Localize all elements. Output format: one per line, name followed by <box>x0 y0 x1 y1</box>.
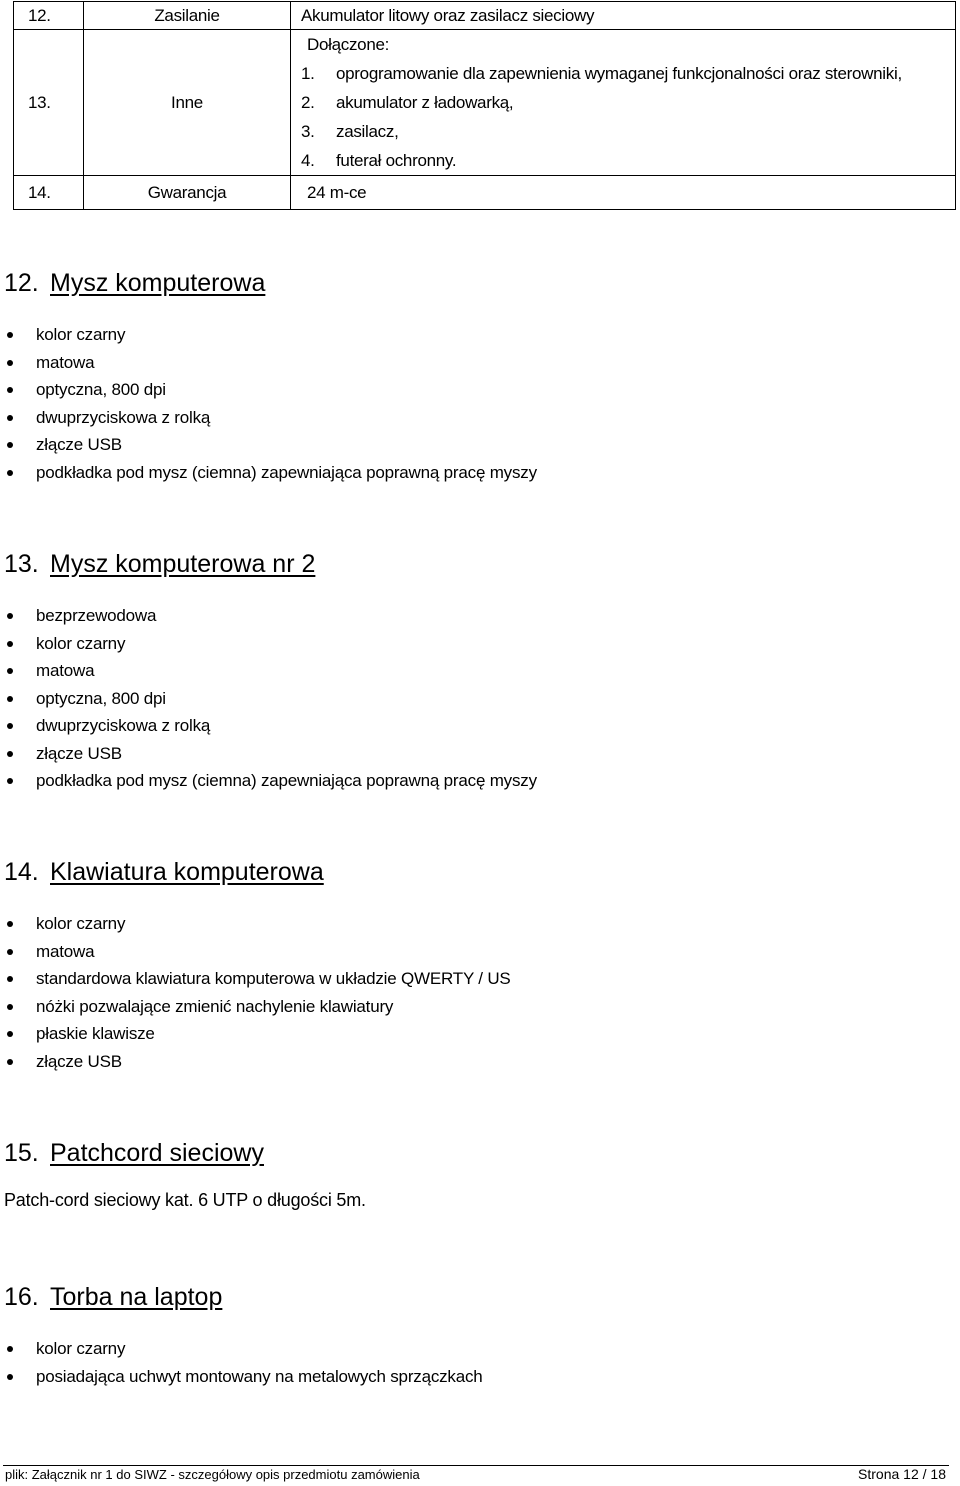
item-text: akumulator z ładowarką, <box>336 93 514 112</box>
item-text: posiadająca uchwyt montowany na metalowych sprzączkach <box>36 1366 483 1386</box>
section-label: Mysz komputerowa nr 2 <box>50 550 316 578</box>
item-text: podkładka pod mysz (ciemna) zapewniająca poprawną pracę myszy <box>36 462 537 482</box>
item-number: 1. <box>301 64 315 83</box>
row-value <box>291 176 956 210</box>
section-title <box>0 857 960 887</box>
section-label: Mysz komputerowa <box>50 269 266 297</box>
bullet-icon <box>7 613 13 619</box>
section-title <box>0 549 960 579</box>
list-item <box>0 630 960 658</box>
list-item <box>0 712 960 740</box>
list-item <box>301 117 955 146</box>
list-item <box>301 88 955 117</box>
row-name: Zasilanie <box>84 2 291 30</box>
bullet-icon <box>7 1374 13 1380</box>
table-row <box>14 176 956 210</box>
footer-divider <box>3 1465 949 1466</box>
list-item <box>0 376 960 404</box>
item-text: nóżki pozwalające zmienić nachylenie klawiatury <box>36 996 394 1016</box>
list-item <box>0 993 960 1021</box>
section-title <box>0 1138 960 1168</box>
list-item <box>0 602 960 630</box>
list-item <box>0 767 960 795</box>
bullet-icon <box>7 723 13 729</box>
item-text: futerał ochronny. <box>336 151 457 170</box>
list-item <box>0 1020 960 1048</box>
spec-list <box>0 321 960 486</box>
row-number: 12. <box>14 2 84 30</box>
bullet-icon <box>7 696 13 702</box>
bullet-icon <box>7 668 13 674</box>
item-number: 3. <box>301 122 315 141</box>
item-text: kolor czarny <box>36 1339 126 1358</box>
section-label: Patchcord sieciowy <box>50 1139 264 1167</box>
list-item <box>0 910 960 938</box>
bullet-icon <box>7 976 13 982</box>
item-text: złącze USB <box>36 1051 122 1071</box>
list-item <box>0 965 960 993</box>
section-number: 14. <box>4 858 39 886</box>
spec-list <box>0 1335 960 1390</box>
list-item <box>0 685 960 713</box>
bullet-icon <box>7 751 13 757</box>
bullet-icon <box>7 641 13 647</box>
table-row <box>14 30 956 176</box>
row-value: Akumulator litowy oraz zasilacz sieciowy <box>291 2 956 30</box>
item-text: bezprzewodowa <box>36 606 157 625</box>
section-mouse <box>0 268 960 486</box>
section-title <box>0 268 960 298</box>
item-number: 4. <box>301 151 315 170</box>
list-item <box>0 1363 960 1391</box>
bullet-icon <box>7 949 13 955</box>
item-text: standardowa klawiatura komputerowa w układzie QWERTY / US <box>36 969 511 988</box>
bullet-icon <box>7 1004 13 1010</box>
row-number: 13. <box>14 30 84 176</box>
item-text: kolor czarny <box>36 914 126 933</box>
bullet-icon <box>7 470 13 476</box>
item-text: matowa <box>36 941 95 961</box>
item-text: kolor czarny <box>36 633 126 653</box>
section-patchcord <box>0 1138 960 1211</box>
bullet-icon <box>7 442 13 448</box>
bullet-icon <box>7 332 13 338</box>
list-item <box>0 459 960 487</box>
row-value <box>291 30 956 176</box>
item-text: złącze USB <box>36 435 122 454</box>
section-number: 13. <box>4 550 39 578</box>
list-item <box>301 59 955 88</box>
section-text: Patch-cord sieciowy kat. 6 UTP o długości 5m. <box>4 1190 366 1210</box>
list-item <box>0 404 960 432</box>
spec-list <box>0 602 960 795</box>
bullet-icon <box>7 1059 13 1065</box>
item-text: matowa <box>36 661 95 680</box>
item-text: optyczna, 800 dpi <box>36 688 166 708</box>
item-number: 2. <box>301 93 315 112</box>
item-text: optyczna, 800 dpi <box>36 380 166 399</box>
bullet-icon <box>7 415 13 421</box>
list-item <box>0 349 960 377</box>
row-number: 14. <box>14 176 84 210</box>
row-name: Gwarancja <box>84 176 291 210</box>
section-keyboard <box>0 857 960 1075</box>
list-item <box>0 657 960 685</box>
item-text: matowa <box>36 352 95 372</box>
bullet-icon <box>7 921 13 927</box>
list-item <box>0 321 960 349</box>
spec-list <box>0 910 960 1075</box>
bullet-icon <box>7 360 13 366</box>
item-text: kolor czarny <box>36 325 126 344</box>
spec-table <box>13 1 956 210</box>
bullet-icon <box>7 778 13 784</box>
item-text: dwuprzyciskowa z rolką <box>36 716 211 735</box>
item-text: oprogramowanie dla zapewnienia wymaganej funkcjonalności oraz sterowniki, <box>336 64 902 83</box>
list-item <box>0 1335 960 1363</box>
section-number: 16. <box>4 1283 39 1311</box>
item-text: złącze USB <box>36 743 122 763</box>
list-item <box>0 1048 960 1076</box>
item-text: zasilacz, <box>336 122 399 141</box>
item-text: płaskie klawisze <box>36 1024 155 1043</box>
row-name: Inne <box>84 30 291 176</box>
included-list <box>301 59 955 175</box>
warranty-value: 24 m-ce <box>307 182 367 202</box>
footer-page-number: Strona 12 / 18 <box>858 1466 946 1482</box>
bullet-icon <box>7 1031 13 1037</box>
section-label: Torba na laptop <box>50 1283 223 1311</box>
included-heading: Dołączone: <box>307 35 390 54</box>
item-text: podkładka pod mysz (ciemna) zapewniająca poprawną pracę myszy <box>36 771 537 790</box>
footer-file-name: plik: Załącznik nr 1 do SIWZ - szczegółowy opis przedmiotu zamówienia <box>5 1467 420 1482</box>
list-item <box>0 938 960 966</box>
section-title <box>0 1282 960 1312</box>
list-item <box>0 431 960 459</box>
section-laptop-bag <box>0 1282 960 1390</box>
bullet-icon <box>7 1346 13 1352</box>
section-label: Klawiatura komputerowa <box>50 858 324 886</box>
item-text: dwuprzyciskowa z rolką <box>36 407 211 427</box>
table-row <box>14 2 956 30</box>
section-number: 12. <box>4 269 39 297</box>
section-number: 15. <box>4 1139 39 1167</box>
bullet-icon <box>7 387 13 393</box>
list-item <box>301 146 955 175</box>
list-item <box>0 740 960 768</box>
section-mouse-2 <box>0 549 960 795</box>
